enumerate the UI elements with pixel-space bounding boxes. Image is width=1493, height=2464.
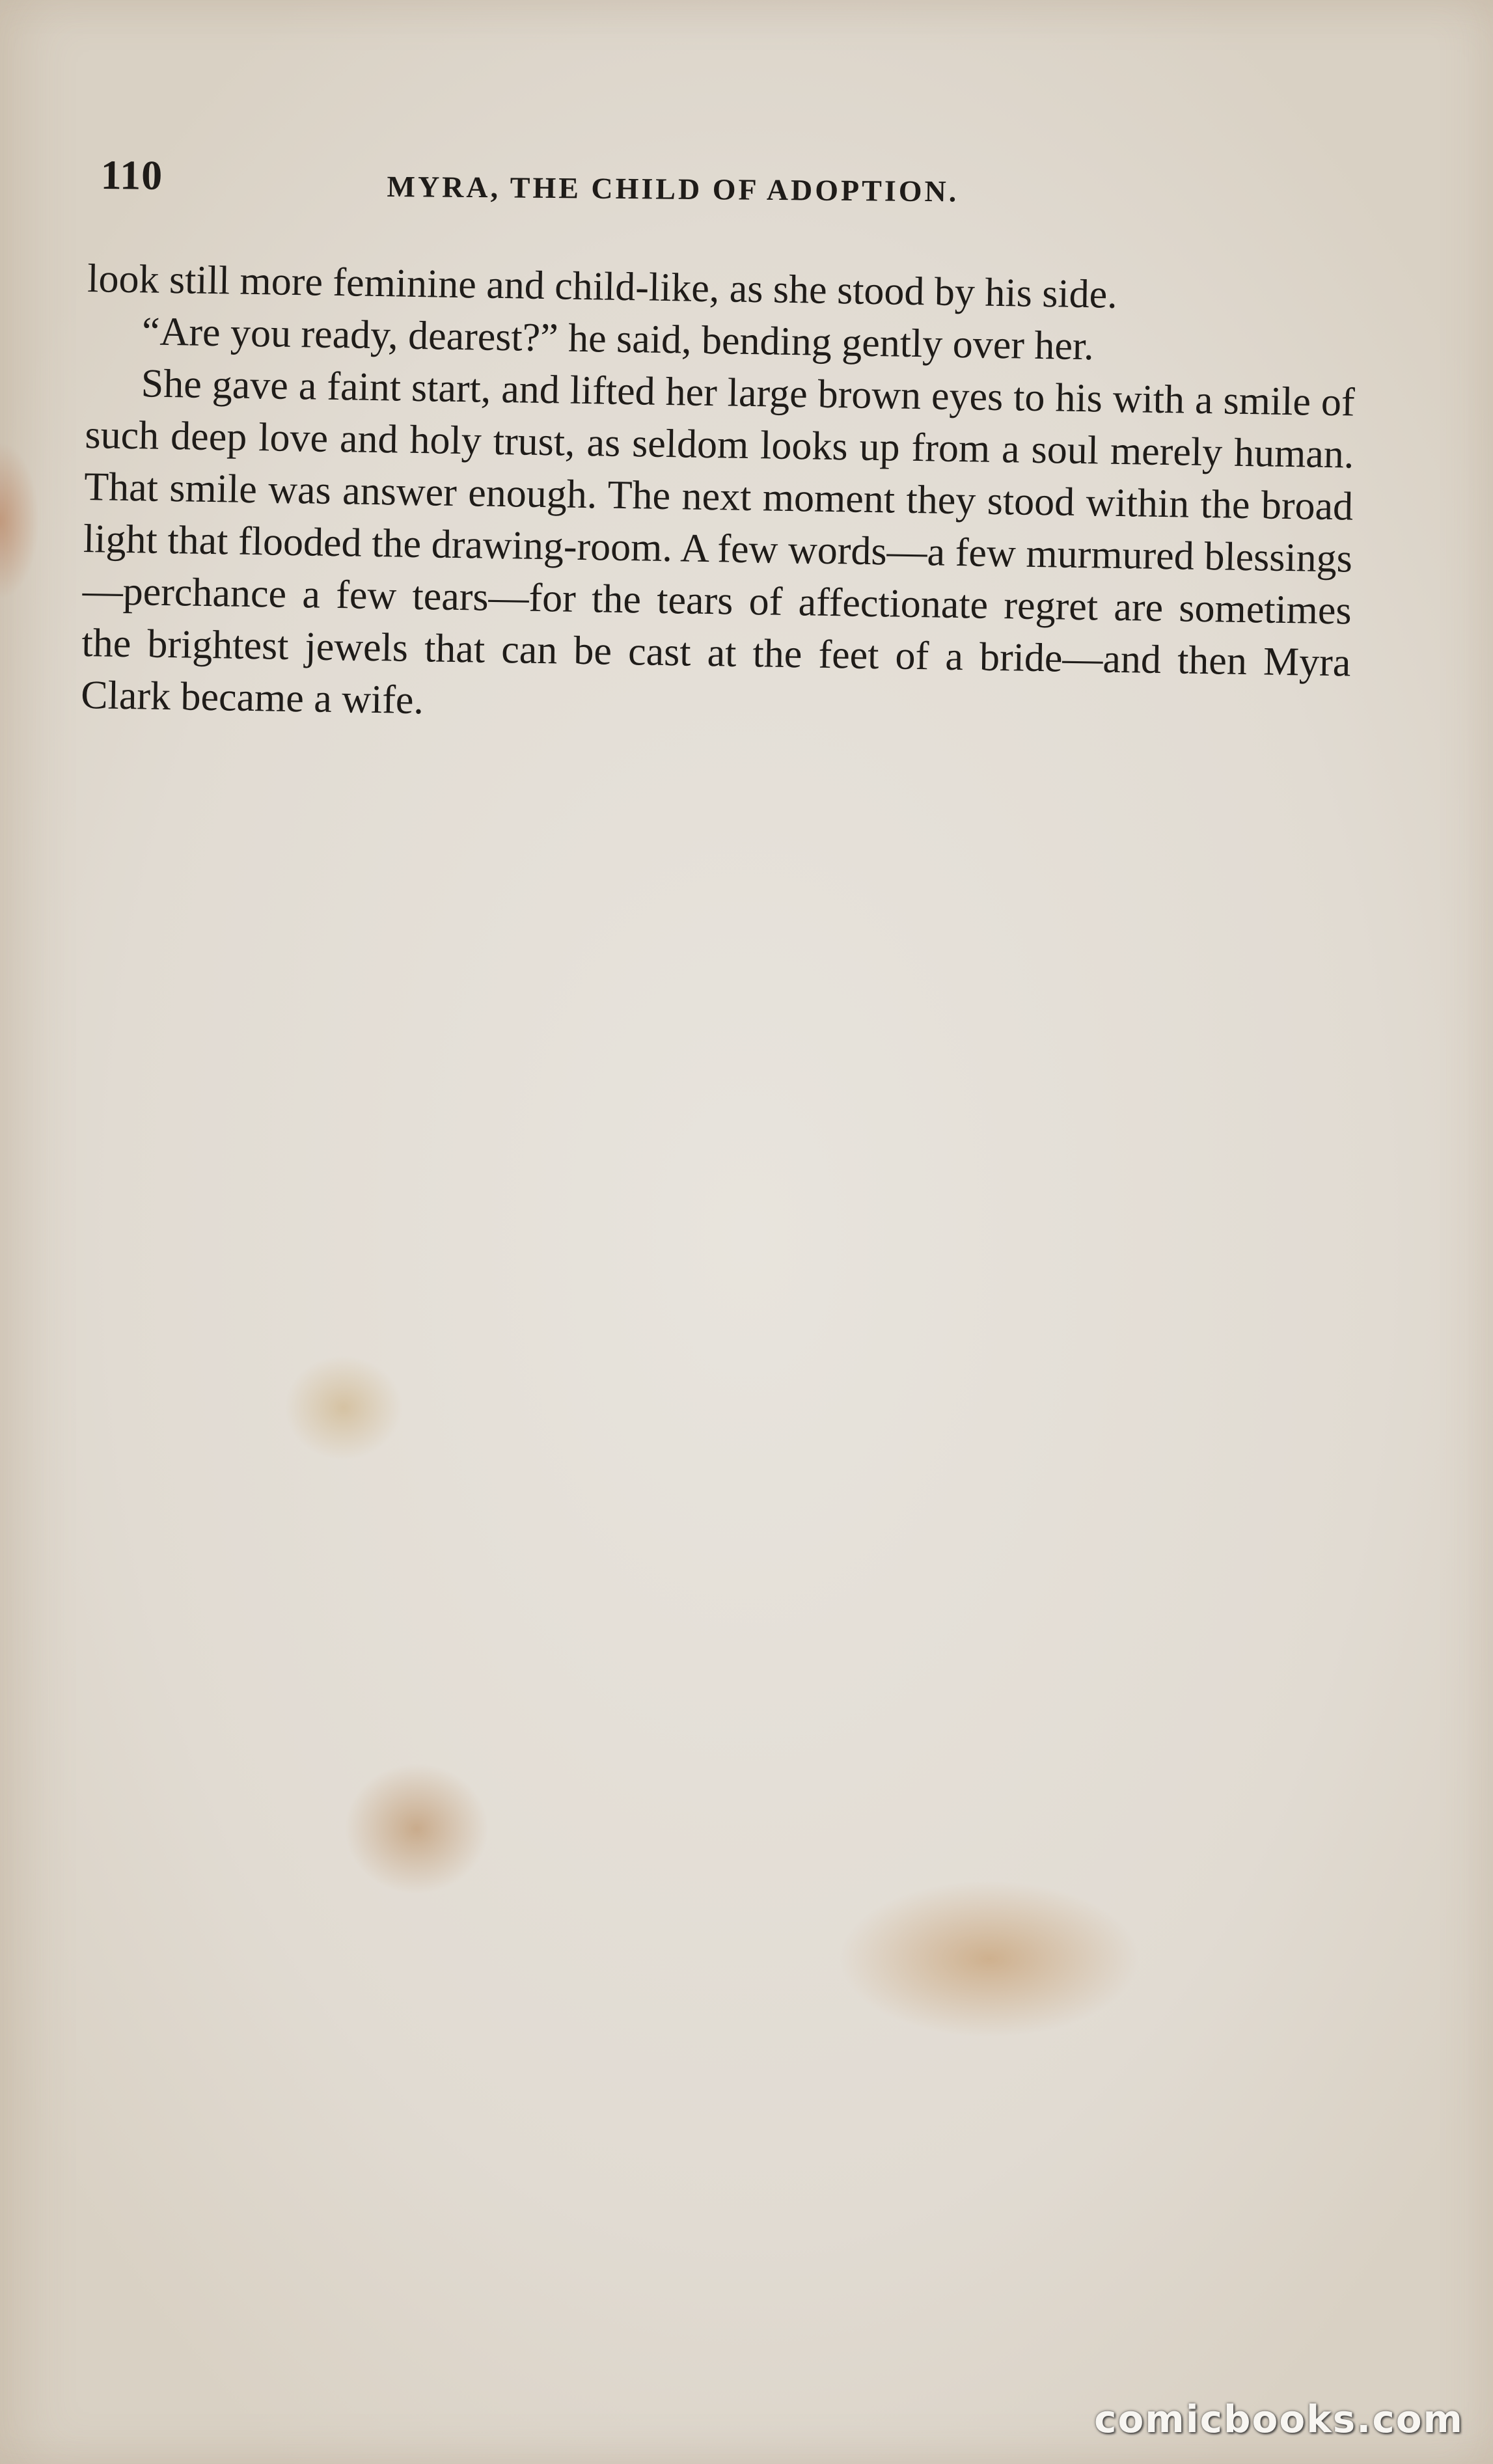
site-watermark: comicbooks.com — [1094, 2397, 1464, 2441]
body-text — [81, 253, 1357, 741]
running-head: MYRA, THE CHILD OF ADOPTION. — [387, 169, 959, 208]
page-header — [100, 151, 1357, 214]
paragraph-3: She gave a faint start, and lifted her large brown eyes to his with a smile of such deep love and holy trust, as seldom looks up from a soul merely human. That smile was answer enough. The next moment they stood within the broad light that flooded the drawing-room. A few words—a few murmured blessings—perchance a few tears—for the tears of affectionate regret are sometimes the brightest jewels that can be cast at the feet of a bride—and then Myra Clark became a wife. — [80, 361, 1356, 723]
paragraph-1: look still more feminine and child-like, as she stood by his side. — [87, 256, 1118, 317]
paragraph-2: “Are you ready, dearest?” he said, bending gently over her. — [141, 309, 1095, 369]
page-number: 110 — [100, 151, 163, 198]
